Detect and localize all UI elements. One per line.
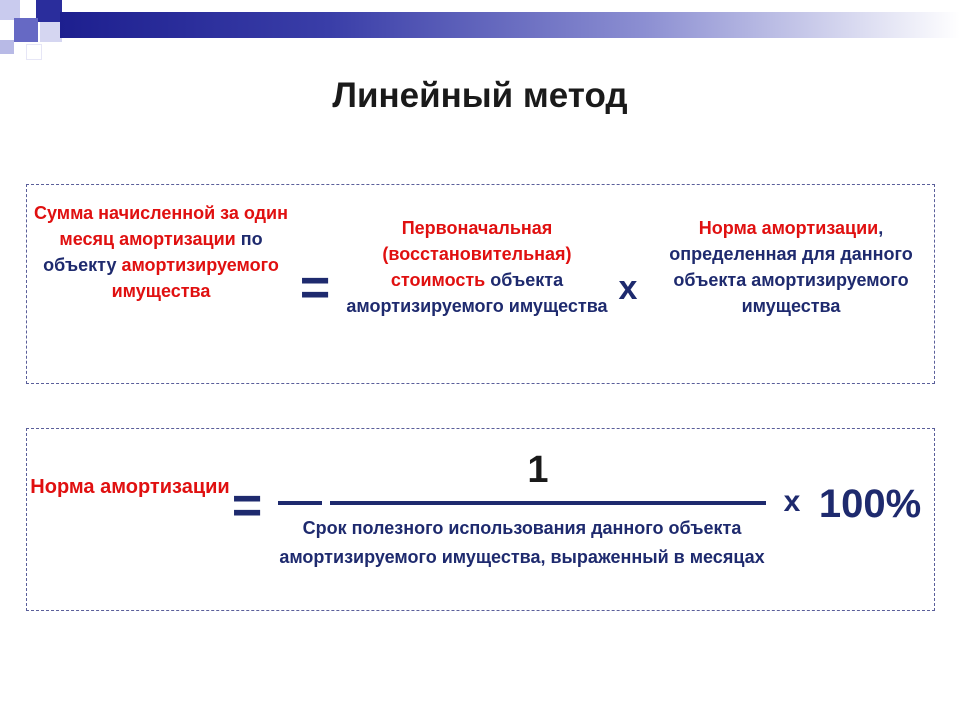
rate-label: Норма амортизации	[30, 476, 230, 498]
term-text-red: Первоначальная (восстановительная) стоимость	[382, 218, 572, 290]
term-text-blue: , определенная для данного объекта амортизируемого имущества	[669, 218, 913, 316]
decor-square	[36, 0, 62, 22]
term-text-red: Сумма начисленной за один месяц амортизации	[34, 203, 288, 249]
fraction-line-gap	[322, 501, 330, 505]
decor-square	[0, 0, 20, 20]
percent-value: 100%	[818, 482, 922, 526]
term-text-red: амортизируемого имущества	[111, 255, 279, 301]
multiply-sign: х	[783, 485, 801, 518]
term-text-blue: по объекту	[43, 229, 263, 275]
equals-sign: =	[231, 477, 263, 535]
decor-square	[14, 18, 38, 42]
slide-title: Линейный метод	[332, 76, 628, 115]
decor-square	[0, 40, 14, 54]
header-gradient-bar	[60, 12, 960, 38]
fraction-line	[278, 501, 766, 505]
term-initial-cost	[342, 215, 612, 319]
decor-square	[40, 22, 62, 42]
term-monthly-depreciation	[30, 200, 292, 304]
decor-square	[26, 44, 42, 60]
term-depreciation-rate	[660, 215, 922, 319]
fraction-denominator: Срок полезного использования данного объекта амортизируемого имущества, выраженный в месяцах	[279, 518, 765, 567]
term-text-red: Норма амортизации	[698, 218, 879, 238]
equals-sign: =	[299, 259, 331, 317]
term-text-blue: объекта амортизируемого имущества	[346, 270, 608, 316]
fraction-numerator: 1	[527, 449, 549, 491]
multiply-sign: х	[618, 269, 638, 307]
